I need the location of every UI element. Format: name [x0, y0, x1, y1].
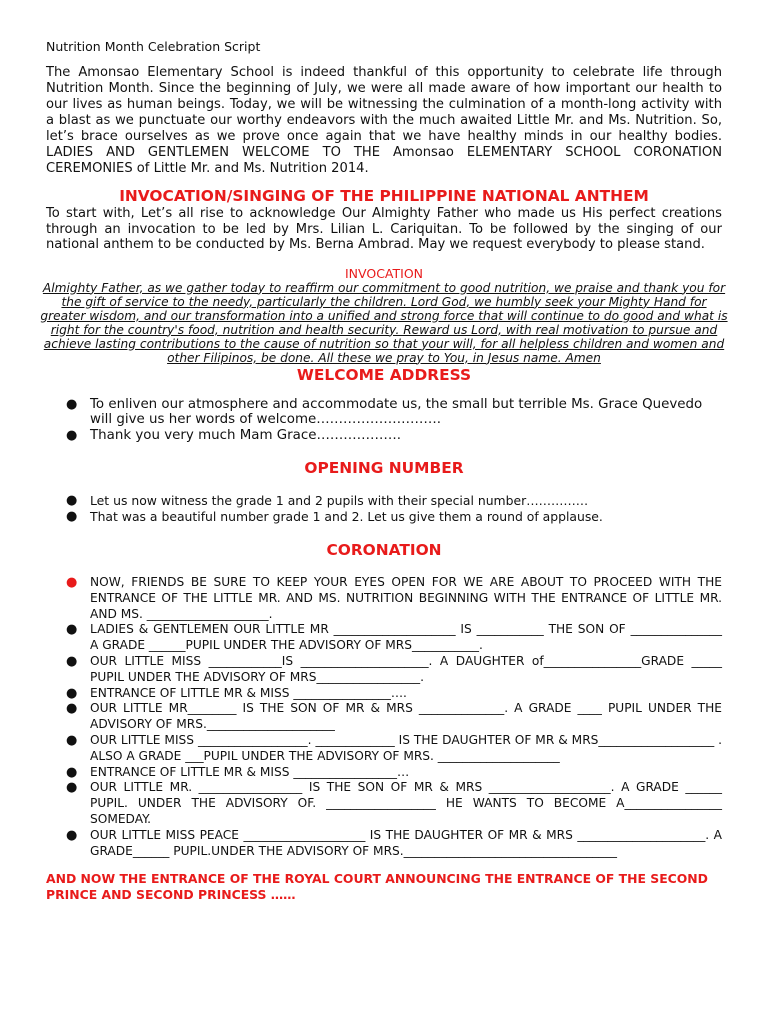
list-item-text: OUR LITTLE MISS ____________IS _____________________. A DAUGHTER of________________GRADE _____ PUPIL UNDER THE ADVISORY OF MRS_________________.	[90, 653, 722, 684]
list-item-text: OUR LITTLE MISS PEACE ____________________ IS THE DAUGHTER OF MR & MRS _____________________. A GRADE______ PUPIL.UNDER THE ADVISORY OF MRS.___________________________________	[90, 827, 722, 858]
bullet-icon: ●	[66, 685, 78, 701]
bullet-icon: ●	[66, 396, 78, 412]
opening-heading: OPENING NUMBER	[304, 459, 464, 477]
list-item	[46, 780, 722, 827]
closing-announcement: AND NOW THE ENTRANCE OF THE ROYAL COURT ANNOUNCING THE ENTRANCE OF THE SECOND PRINCE AND SECOND PRINCESS ……	[46, 871, 708, 903]
bullet-icon: ●	[66, 764, 78, 780]
bullet-icon: ●	[66, 653, 78, 669]
list-item	[46, 765, 722, 781]
bullet-icon: ●	[66, 493, 78, 508]
list-item	[46, 733, 722, 765]
bullet-icon: ●	[66, 827, 78, 843]
list-item	[46, 686, 722, 702]
invocation-sub-heading: INVOCATION	[344, 265, 424, 281]
bullet-icon: ●	[66, 732, 78, 748]
list-item-text: To enliven our atmosphere and accommodate us, the small but terrible Ms. Grace Quevedo will give us her words of welcome……………………….	[90, 396, 703, 427]
list-item	[46, 828, 722, 860]
list-item-text: OUR LITTLE MR. _________________ IS THE SON OF MR & MRS ____________________. A GRADE ______ PUPIL. UNDER THE ADVISORY OF. __________________ HE WANTS TO BECOME A________________ SOMEDAY.	[90, 780, 722, 826]
list-item-text: Thank you very much Mam Grace……………….	[90, 427, 402, 443]
list-item-text: Let us now witness the grade 1 and 2 pupils with their special number……………	[90, 493, 589, 508]
welcome-heading: WELCOME ADDRESS	[296, 365, 472, 384]
list-item	[46, 397, 722, 428]
list-item-text: LADIES & GENTLEMEN OUR LITTLE MR ____________________ IS ___________ THE SON OF _______________ A GRADE ______PUPIL UNDER THE ADVISORY OF MRS___________.	[90, 622, 722, 653]
list-item-text: OUR LITTLE MR________ IS THE SON OF MR & MRS ______________. A GRADE ____ PUPIL UNDER THE ADVISORY OF MRS._____________________	[90, 701, 722, 732]
list-item	[46, 509, 722, 525]
list-item-text: ENTRANCE OF LITTLE MR & MISS ________________….	[90, 685, 407, 700]
bullet-icon: ●	[66, 575, 78, 590]
list-item	[46, 428, 722, 444]
invocation-heading: INVOCATION/SINGING OF THE PHILIPPINE NATIONAL ANTHEM	[119, 187, 649, 205]
intro-paragraph: The Amonsao Elementary School is indeed thankful of this opportunity to celebrate life through Nutrition Month. Since the beginning of July, we were all made aware of how important our health to our lives as human beings. Today, we will be witnessing the culmination of a month-long activity with a blast as we punctuate our worthy endeavors with the much awaited Little Mr. and Ms. Nutrition. So, let’s brace ourselves as we prove once again that we have healthy minds in our healthy bodies. LADIES AND GENTLEMEN WELCOME TO THE Amonsao ELEMENTARY SCHOOL CORONATION CEREMONIES of Little Mr. and Ms. Nutrition 2014.	[46, 65, 722, 176]
welcome-list	[46, 397, 722, 444]
coronation-list	[46, 575, 722, 859]
list-item-text: OUR LITTLE MISS __________________. _____________ IS THE DAUGHTER OF MR & MRS___________________ . ALSO A GRADE ___PUPIL UNDER THE ADVISORY OF MRS. ____________________	[90, 732, 722, 763]
list-item	[46, 493, 722, 509]
opening-list	[46, 493, 722, 525]
bullet-icon: ●	[66, 622, 78, 638]
bullet-icon: ●	[66, 509, 78, 524]
bullet-icon: ●	[66, 701, 78, 717]
document-title: Nutrition Month Celebration Script	[46, 39, 261, 54]
invocation-prayer: Almighty Father, as we gather today to reaffirm our commitment to good nutrition, we praise and thank you for the gift of service to the needy, particularly the children. Lord God, we humbly seek your Mighty Hand for greater wisdom, and our transformation into a unified and strong force that will continue to do good and what is right for the country's food, nutrition and health security. Reward us Lord, with real motivation to pursue and achieve lasting contributions to the cause of nutrition so that your will, for all helpless children and women and other Filipinos, be done. All these we pray to You, in Jesus name. Amen	[40, 280, 728, 365]
list-item-text: NOW, FRIENDS BE SURE TO KEEP YOUR EYES OPEN FOR WE ARE ABOUT TO PROCEED WITH THE ENTRANCE OF THE LITTLE MR. AND MS. NUTRITION BEGINNING WITH THE ENTRANCE OF LITTLE MR. AND MS. ____________________.	[90, 575, 722, 621]
list-item	[46, 622, 722, 654]
bullet-icon: ●	[66, 780, 78, 796]
list-item-text: That was a beautiful number grade 1 and 2. Let us give them a round of applause.	[90, 509, 603, 524]
list-item	[46, 575, 722, 622]
list-item-text: ENTRANCE OF LITTLE MR & MISS _________________…	[90, 764, 410, 779]
invocation-paragraph: To start with, Let’s all rise to acknowledge Our Almighty Father who made us His perfect creations through an invocation to be led by Mrs. Lilian L. Cariquitan. To be followed by the singing of our national anthem to be conducted by Ms. Berna Ambrad. May we request everybody to please stand.	[46, 206, 722, 252]
list-item	[46, 701, 722, 733]
list-item	[46, 654, 722, 686]
coronation-heading: CORONATION	[326, 541, 442, 559]
bullet-icon: ●	[66, 427, 78, 443]
